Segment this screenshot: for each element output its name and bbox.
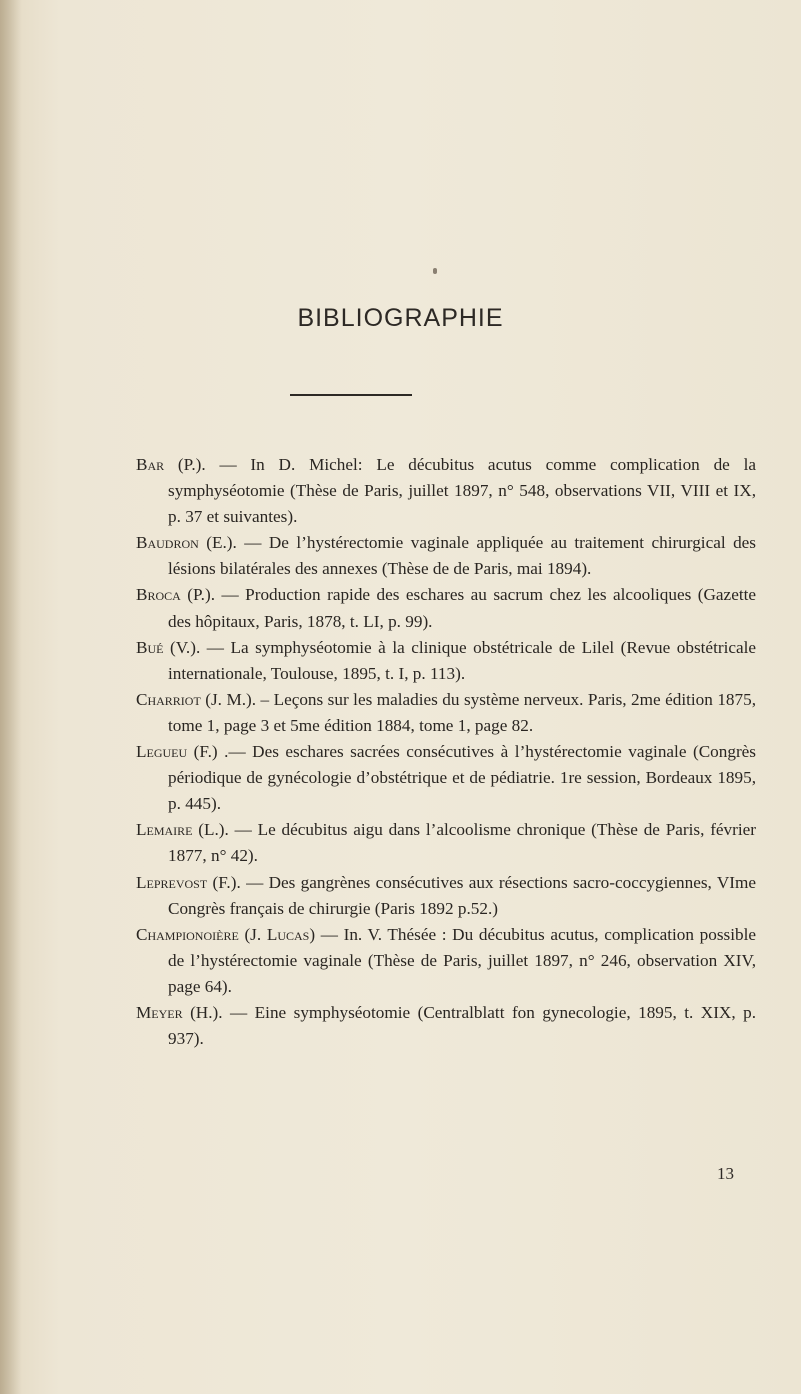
entry-text: .— Des eschares sacrées consécutives à l’hystérectomie vaginale (Congrès périodique de gynécologie d’obstétrique et de pédiatrie. 1re session, Bordeaux 1895, p. 445).	[168, 742, 756, 814]
bibliography-entry-baudron	[136, 530, 756, 582]
heading-rule	[290, 394, 412, 396]
entry-text: . — Eine symphyséotomie (Centralblatt fon gynecologie, 1895, t. XIX, p. 937).	[168, 1002, 756, 1049]
bibliography-heading: BIBLIOGRAPHIE	[297, 304, 504, 332]
entry-author: Broca (P.)	[136, 585, 211, 605]
entry-author: Legueu (F.)	[136, 742, 218, 762]
binding-shadow	[0, 0, 22, 1394]
entry-text: . — La symphyséotomie à la clinique obstétricale de Lilel (Revue obstétricale internationale, Toulouse, 1895, t. I, p. 113).	[168, 637, 756, 683]
entry-text: . — Production rapide des eschares au sacrum chez les alcooliques (Gazette des hôpitaux, Paris, 1878, t. LI, p. 99).	[168, 585, 756, 631]
entry-author: Charriot (J. M.)	[136, 689, 252, 709]
entry-text: . — In D. Michel: Le décubitus acutus comme complication de la symphyséotomie (Thèse de Paris, juillet 1897, n° 548, observations VII, VIII et IX, p. 37 et suivantes).	[168, 455, 757, 527]
entry-text: . — Le décubitus aigu dans l’alcoolisme chronique (Thèse de Paris, février 1877, n° 42).	[168, 820, 756, 866]
page-number: 13	[717, 1164, 734, 1183]
entry-text: . — De l’hystérectomie vaginale appliquée au traitement chirurgical des lésions bilatérales des annexes (Thèse de de Paris, mai 1894).	[168, 533, 756, 579]
entry-author: Baudron (E.)	[136, 533, 233, 553]
entry-author: Lemaire (L.)	[136, 820, 225, 840]
bibliography-entry-bue	[136, 635, 756, 687]
entry-author: Meyer (H.)	[136, 1002, 219, 1022]
bibliography-entry-lemaire	[136, 817, 756, 869]
entry-author: Championoière (J. Lucas)	[136, 924, 316, 944]
bibliography-entry-championoiere	[136, 922, 756, 1000]
bibliography-entry-bar	[136, 452, 756, 530]
bibliography-entry-legueu	[136, 739, 756, 817]
ink-speck	[433, 268, 437, 274]
bibliography-entry-meyer	[136, 1000, 756, 1052]
entry-text: — In. V. Thésée : Du décubitus acutus, complication possible de l’hystérectomie vaginale (Thèse de Paris, juillet 1897, n° 246, observation XIV, page 64).	[168, 924, 756, 996]
bibliography-entry-leprevost	[136, 870, 756, 922]
bibliography-entry-broca	[136, 582, 756, 634]
entry-text: . – Leçons sur les maladies du système nerveux. Paris, 2me édition 1875, tome 1, page 3 et 5me édition 1884, tome 1, page 82.	[168, 689, 756, 735]
bibliography-entry-charriot	[136, 687, 756, 739]
entry-author: Bar (P.)	[136, 455, 202, 474]
bibliography-list	[136, 452, 756, 1052]
entry-author: Leprevost (F.)	[136, 872, 237, 892]
entry-author: Bué (V.)	[136, 637, 196, 657]
entry-text: . — Des gangrènes consécutives aux résections sacro-coccygiennes, VIme Congrès français de chirurgie (Paris 1892 p.52.)	[168, 872, 756, 918]
